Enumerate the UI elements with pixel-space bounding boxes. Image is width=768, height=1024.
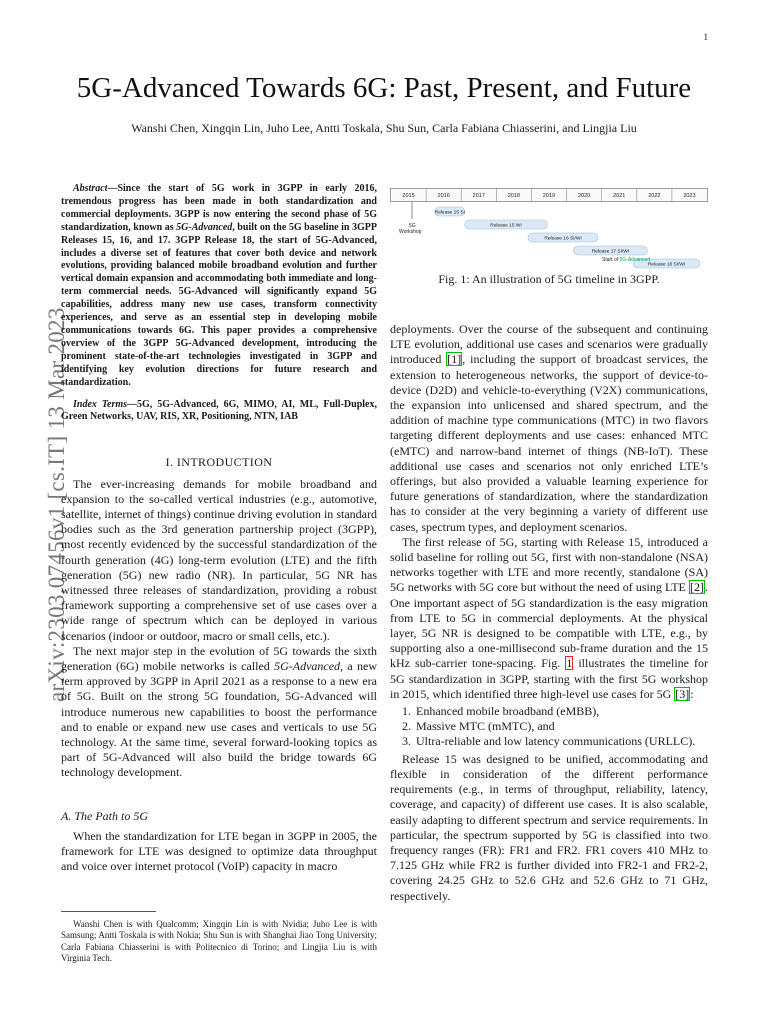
arxiv-stamp-text: arXiv:2303.07456v1 [cs.IT] 13 Mar 2023 (44, 307, 69, 702)
start-highlight: 5G-Advanced (619, 257, 651, 263)
intro-p2-text-a: The next major step in the evolution of 5G towards the sixth generation (6G) mobile networks is called (61, 643, 377, 673)
abstract-text-a: Since the start of 5G work in 3GPP in early 2016, tremendous progress has been made in both standardization and commercial deployments. 3GPP is now entering the second phase of 5G standardization, known as (61, 183, 377, 233)
rc-p2-text-a: The first release of 5G, starting with Release 15, introduced a solid baseline for rolling out 5G, first with non-standalone (NSA) networks together with LTE and more recently, standalone (SA) 5G networks with 5G core but without the need of using LTE (390, 534, 708, 595)
rc-p2-text-d: : (690, 686, 694, 701)
right-paragraph-3: Release 15 was designed to be unified, accommodating and flexible in consideration of the different performance requirements (e.g., in terms of throughput, reliability, latency, coverage, and capacity) of different use cases. It is also scalable, easily adapting to different spectrum and service requirements. In particular, the spectrum supported by 5G is classified into two frequency ranges (FR): FR1 and FR2. FR1 covers 410 MHz to 7.125 GHz while FR2 is further divided into FR2-1 and FR2-2, covering 24.25 GHz to 52.6 GHz and 52.6 GHz to 71 GHz, respectively. (390, 751, 708, 903)
abstract-text-b: , built on the 5G baseline in 3GPP Releases 15, 16, and 17. 3GPP Release 18, the start of 5G-Advanced, includes a diverse set of features that cover both device and network evolutions, providing balanced mobile broadband evolution and further vertical domain expansion and accommodating both immediate and long-term commercial needs. 5G-Advanced will significantly expand 5G capabilities, address many new use cases, transform connectivity experiences, and serve as an essential step in developing mobile communications towards 6G. This paper provides a comprehensive overview of the 3GPP 5G-Advanced development, introducing the prominent state-of-the-art technologies investigated in 3GPP and identifying key evolution directions for future research and standardization. (61, 221, 378, 388)
index-terms-dash: — (127, 398, 138, 410)
intro-p2-text-b: , a new term approved by 3GPP in April 2021 as a response to a new era of 5G. Built on the strong 5G foundation, 5G-Advanced will introduce numerous new capabilities to boost the performance and to enable or expand new use cases and verticals to use 5G technology. At the same time, several forward-looking topics as part of 5G-Advanced will also build the bridge towards 6G technology development. (61, 658, 377, 780)
start-prefix: Start of (602, 257, 620, 263)
index-terms-label: Index Terms (73, 398, 128, 410)
list-item: 2. Massive MTC (mMTC), and (414, 719, 708, 734)
citation-link-3[interactable]: [3] (675, 686, 690, 701)
year-label: 2017 (472, 193, 485, 199)
right-paragraph-1 (390, 322, 708, 535)
list-item: 3. Ultra-reliable and low latency communications (URLLC). (414, 734, 708, 749)
rc-p2-text-c: illustrates the timeline for 5G standardization in 3GPP, starting with the first 5G workshop in 2015, which identified three high-level use cases for 5G (390, 656, 708, 701)
citation-link-2[interactable]: [2] (690, 580, 704, 595)
release-bar-label: Release 15 WI (490, 223, 522, 229)
year-label: 2015 (402, 193, 415, 199)
page-number: 1 (703, 32, 708, 42)
intro-paragraph-1: The ever-increasing demands for mobile broadband and expansion to the so-called vertical industries (e.g., automotive, satellite, internet of things) continue driving evolution in standard bodies such as the 3rd generation partnership project (3GPP), most recently evidenced by the successful standardization of the fourth generation (4G) long-term evolution (LTE) and the fifth generation (5G) new radio (NR). In particular, 5G NR has witnessed three releases of standardization, providing a robust framework supporting a comprehensive set of use cases over a wide range of spectrum which can be deployed in various scenarios (indoor or outdoor, macro or small cells, etc.). (61, 476, 377, 643)
year-label: 2019 (542, 193, 556, 199)
right-paragraph-2 (390, 535, 708, 702)
list-item: 1. Enhanced mobile broadband (eMBB), (414, 704, 708, 719)
use-case-list (390, 704, 708, 750)
abstract-dash: — (107, 183, 118, 194)
year-label: 2020 (577, 193, 591, 199)
abstract-label: Abstract (73, 183, 108, 194)
author-list: Wanshi Chen, Xingqin Lin, Juho Lee, Antti Toskala, Shu Sun, Carla Fabiana Chiasserini, and Lingjia Liu (131, 121, 637, 135)
timeline-workshop-marker (399, 202, 422, 235)
abstract (61, 183, 377, 390)
subsection-heading-path-to-5g: A. The Path to 5G (61, 808, 148, 823)
timeline-release-bars (435, 207, 700, 268)
path-paragraph-1: When the standardization for LTE began in 3GPP in 2005, the framework for LTE was designed to optimize data throughput and voice over internet protocol (VoIP) capacity in macro (61, 828, 377, 874)
citation-link-1[interactable]: [1] (447, 352, 462, 367)
timeline-chart (390, 186, 708, 274)
release-bar-label: Release 15 SI (434, 210, 465, 216)
start-of-5g-advanced-label (602, 257, 650, 263)
section-heading-introduction: I. INTRODUCTION (165, 455, 273, 470)
year-label: 2018 (507, 193, 521, 199)
figure-1-timeline (390, 186, 708, 274)
figure-reference-link[interactable]: 1 (566, 656, 573, 671)
arxiv-stamp (16, 282, 69, 702)
release-bar-label: Release 16 SI/WI (544, 236, 582, 242)
workshop-label-1: 5G (409, 223, 416, 229)
rc-p1-text-a: deployments. Over the course of the subsequent and continuing LTE evolution, additional use cases and scenarios were gradually introduced (390, 322, 708, 367)
abstract-term: 5G-Advanced (176, 221, 233, 233)
year-label: 2016 (437, 193, 450, 199)
figure-1-caption: Fig. 1: An illustration of 5G timeline in 3GPP. (438, 272, 660, 286)
right-column (390, 322, 708, 904)
year-label: 2022 (648, 193, 661, 199)
release-bar-label: Release 18 SI/WI (647, 262, 686, 268)
left-column (61, 183, 377, 874)
footnote-divider (61, 911, 156, 912)
workshop-label-2: Workshop (399, 229, 422, 235)
release-bar-label: Release 17 SI/WI (591, 249, 630, 255)
intro-p2-term: 5G-Advanced (274, 658, 341, 673)
author-affiliation-footnote: Wanshi Chen is with Qualcomm; Xingqin Lin is with Nvidia; Juho Lee is with Samsung; Antti Toskala is with Nokia; Shu Sun is with Shanghai Jiao Tong University; Carla Fabiana Chiasserini is with Politecnico di Torino; and Lingjia Liu is with Virginia Tech. (61, 919, 377, 964)
index-terms-text: 5G, 5G-Advanced, 6G, MIMO, AI, ML, Full-Duplex, Green Networks, UAV, RIS, XR, Positioning, NTN, IAB (61, 398, 377, 423)
rc-p1-text-b: , including the support of broadcast services, the extension to heterogeneous networks, the support of device-to-device (D2D) and vehicle-to-everything (V2X) communications, the expansion into unlicensed and shared spectrum, and the addition of machine type communications (MTC) in two flavors targeting different deployments and use cases: enhanced MTC (eMTC) and narrow-band internet of things (NB-IoT). These additional use cases and scenarios not only enriched LTE’s offerings, but also provided a valuable learning experience for future generations of standardization, where the standardization has to consider at the very beginning a variety of different use cases, spectrum types, and deployment scenarios. (390, 352, 708, 534)
paper-title: 5G-Advanced Towards 6G: Past, Present, and Future (76, 72, 692, 104)
index-terms (61, 399, 377, 425)
rc-p2-text-b: . One important aspect of 5G standardization is the easy migration from LTE to 5G in commercial deployments. At the physical layer, 5G NR is designed to be compatible with LTE, e.g., by supporting also a one-millisecond sub-frame duration and the 15 kHz sub-carrier tone-spacing. Fig. (390, 580, 708, 671)
year-label: 2021 (613, 193, 626, 199)
intro-paragraph-2 (61, 644, 377, 781)
year-label: 2023 (683, 193, 696, 199)
